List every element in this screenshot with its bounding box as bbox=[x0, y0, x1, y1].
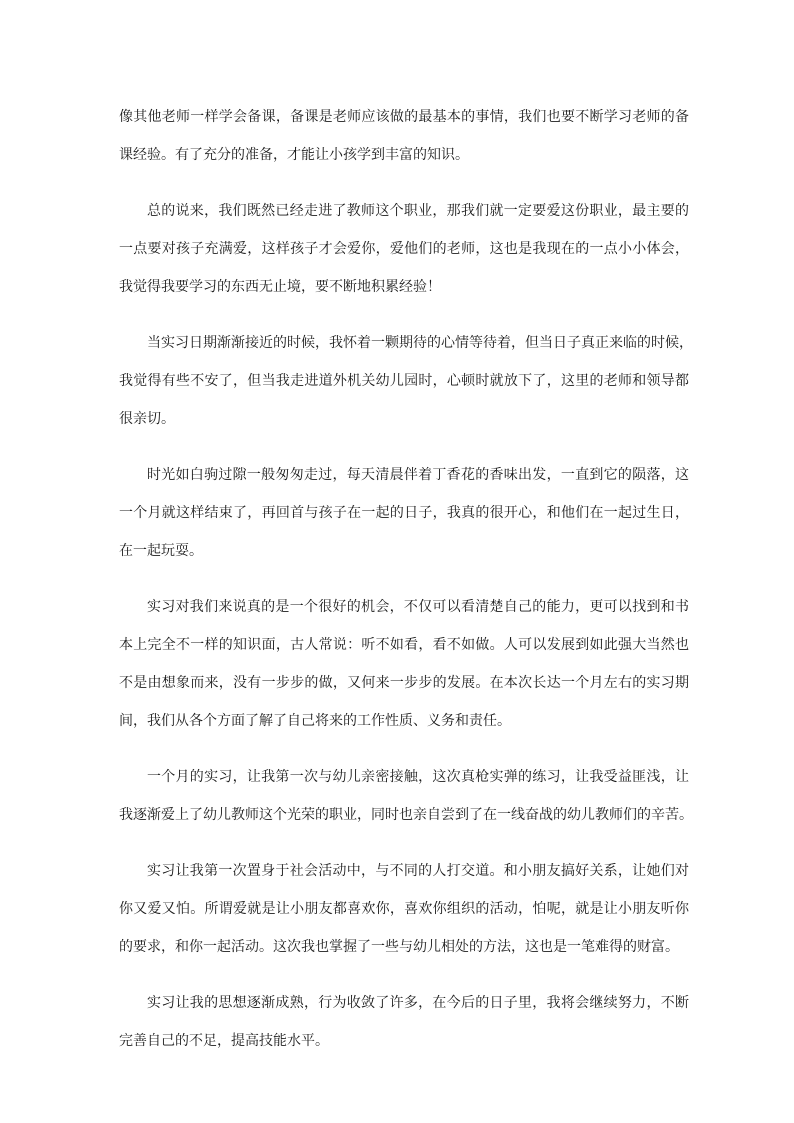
text-line: 你又爱又怕。所谓爱就是让小朋友都喜欢你，喜欢你组织的活动，怕呢，就是让小朋友听你 bbox=[119, 901, 689, 917]
text-line: 很亲切。 bbox=[119, 411, 175, 427]
paragraph bbox=[119, 852, 689, 966]
text-line: 的要求，和你一起活动。这次我也掌握了一些与幼儿相处的方法，这也是一笔难得的财富。 bbox=[119, 939, 679, 955]
text-line: 不是由想象而来，没有一步步的做，又何来一步步的发展。在本次长达一个月左右的实习期 bbox=[119, 675, 689, 691]
text-line: 一个月就这样结束了，再回首与孩子在一起的日子，我真的很开心，和他们在一起过生日， bbox=[119, 505, 689, 521]
text-line: 当实习日期渐渐接近的时候，我怀着一颗期待的心情等待着，但当日子真正来临的时候， bbox=[147, 335, 693, 351]
text-line: 一点要对孩子充满爱，这样孩子才会爱你，爱他们的老师，这也是我现在的一点小小体会， bbox=[119, 241, 689, 257]
text-line: 实习让我的思想逐渐成熟，行为收敛了许多，在今后的日子里，我将会继续努力，不断 bbox=[147, 995, 689, 1011]
text-line: 本上完全不一样的知识面，古人常说：听不如看，看不如做。人可以发展到如此强大当然也 bbox=[119, 637, 689, 653]
text-line: 像其他老师一样学会备课，备课是老师应该做的最基本的事情，我们也要不断学习老师的备 bbox=[119, 109, 689, 125]
document-page bbox=[119, 98, 693, 1060]
paragraph bbox=[119, 456, 689, 570]
text-line: 课经验。有了充分的准备，才能让小孩学到丰富的知识。 bbox=[119, 147, 469, 163]
text-line: 我觉得有些不安了，但当我走进道外机关幼儿园时，心顿时就放下了，这里的老师和领导都 bbox=[119, 373, 689, 389]
text-line: 在一起玩耍。 bbox=[119, 543, 203, 559]
text-line: 一个月的实习，让我第一次与幼儿亲密接触，这次真枪实弹的练习，让我受益匪浅，让 bbox=[147, 769, 689, 785]
text-line: 总的说来，我们既然已经走进了教师这个职业，那我们就一定要爱这份职业，最主要的 bbox=[147, 203, 689, 219]
paragraph bbox=[119, 758, 693, 834]
text-line: 我逐渐爱上了幼儿教师这个光荣的职业，同时也亲自尝到了在一线奋战的幼儿教师们的辛苦。 bbox=[119, 807, 693, 823]
text-line: 实习对我们来说真的是一个很好的机会，不仅可以看清楚自己的能力，更可以找到和书 bbox=[147, 599, 689, 615]
text-line: 时光如白驹过隙一般匆匆走过，每天清晨伴着丁香花的香味出发，一直到它的陨落，这 bbox=[147, 467, 689, 483]
text-line: 实习让我第一次置身于社会活动中，与不同的人打交道。和小朋友搞好关系，让她们对 bbox=[147, 863, 689, 879]
paragraph bbox=[119, 98, 689, 174]
paragraph bbox=[119, 324, 693, 438]
paragraph bbox=[119, 588, 689, 740]
text-line: 我觉得我要学习的东西无止境，要不断地积累经验！ bbox=[119, 279, 441, 295]
paragraph bbox=[119, 192, 689, 306]
text-line: 完善自己的不足，提高技能水平。 bbox=[119, 1033, 329, 1049]
text-line: 间，我们从各个方面了解了自己将来的工作性质、义务和责任。 bbox=[119, 713, 511, 729]
paragraph bbox=[119, 984, 689, 1060]
